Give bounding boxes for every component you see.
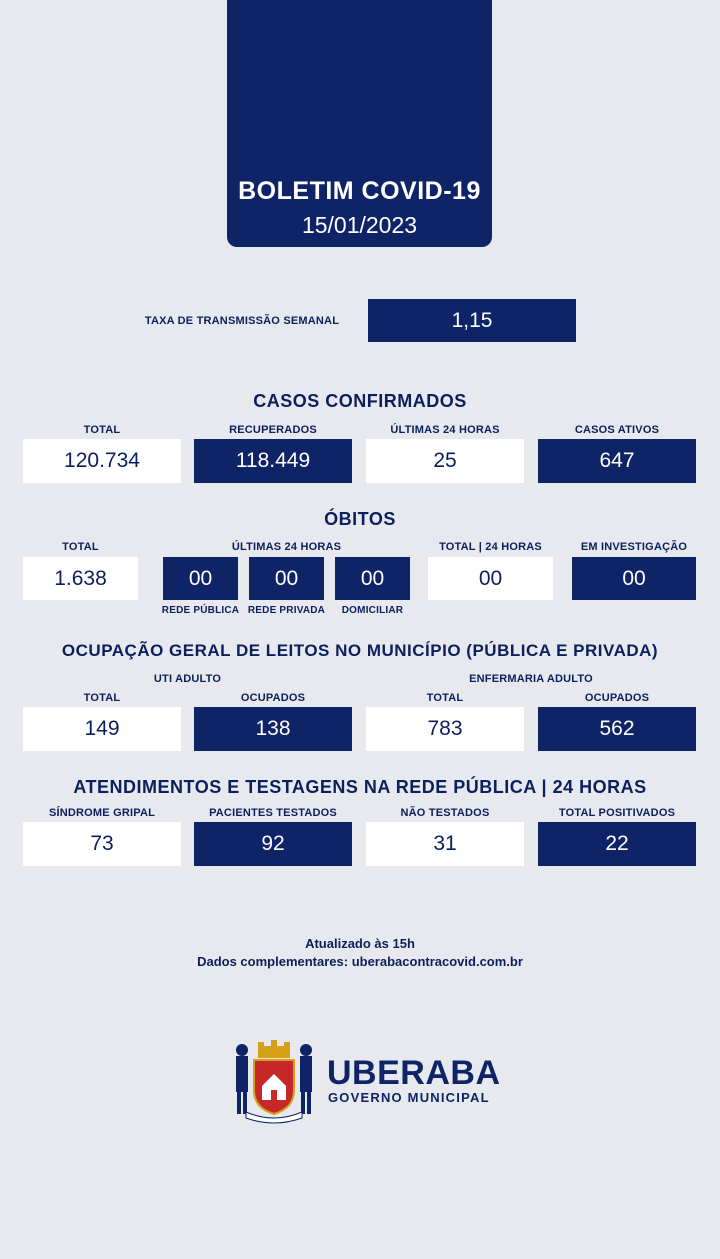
beds-uti-total-label: TOTAL xyxy=(83,692,121,704)
deaths-private-value: 00 xyxy=(249,557,324,600)
beds-ward-total-label: TOTAL xyxy=(426,692,464,704)
tests-title: ATENDIMENTOS E TESTAGENS NA REDE PÚBLICA | 24 HORAS xyxy=(73,777,647,797)
tests-flu-label: SÍNDROME GRIPAL xyxy=(48,807,156,819)
cases-last24-label: ÚLTIMAS 24 HORAS xyxy=(390,424,500,436)
tests-tested-label: PACIENTES TESTADOS xyxy=(209,807,337,819)
more-info-text: Dados complementares: uberabacontracovid.com.br xyxy=(197,954,523,969)
updated-text: Atualizado às 15h xyxy=(305,936,415,951)
deaths-last24-label: ÚLTIMAS 24 HORAS xyxy=(231,541,342,553)
tests-positive-label: TOTAL POSITIVADOS xyxy=(558,807,676,819)
deaths-home-label: DOMICILIAR xyxy=(341,605,404,616)
tests-untested-value: 31 xyxy=(366,822,524,866)
logo-name: UBERABA xyxy=(327,1054,501,1092)
transmission-value: 1,15 xyxy=(368,299,576,342)
cases-title: CASOS CONFIRMADOS xyxy=(253,391,467,411)
deaths-investigation-label: EM INVESTIGAÇÃO xyxy=(580,541,688,553)
header-banner xyxy=(227,0,492,247)
tests-untested-label: NÃO TESTADOS xyxy=(400,807,490,819)
cases-recovered-label: RECUPERADOS xyxy=(229,424,317,436)
cases-total-label: TOTAL xyxy=(83,424,121,436)
bulletin-date: 15/01/2023 xyxy=(301,212,418,238)
deaths-total24-value: 00 xyxy=(428,557,553,600)
cases-last24-value: 25 xyxy=(366,439,524,483)
tests-positive-value: 22 xyxy=(538,822,696,866)
cases-recovered-value: 118.449 xyxy=(194,439,352,483)
deaths-total-value: 1.638 xyxy=(23,557,138,600)
cases-active-label: CASOS ATIVOS xyxy=(574,424,660,436)
deaths-public-value: 00 xyxy=(163,557,238,600)
beds-ward-total-value: 783 xyxy=(366,707,524,751)
beds-ward-occupied-label: OCUPADOS xyxy=(584,692,650,704)
deaths-home-value: 00 xyxy=(335,557,410,600)
logo-subtitle: GOVERNO MUNICIPAL xyxy=(328,1090,490,1105)
beds-uti-occupied-value: 138 xyxy=(194,707,352,751)
transmission-label: TAXA DE TRANSMISSÃO SEMANAL xyxy=(144,315,340,327)
beds-title: OCUPAÇÃO GERAL DE LEITOS NO MUNICÍPIO (PÚBLICA E PRIVADA) xyxy=(61,641,659,660)
deaths-total24-label: TOTAL | 24 HORAS xyxy=(439,541,542,553)
beds-uti-label: UTI ADULTO xyxy=(153,673,222,685)
deaths-title: ÓBITOS xyxy=(324,509,396,529)
tests-tested-value: 92 xyxy=(194,822,352,866)
bulletin-title: BOLETIM COVID-19 xyxy=(238,177,481,205)
deaths-investigation-value: 00 xyxy=(572,557,696,600)
beds-uti-occupied-label: OCUPADOS xyxy=(240,692,306,704)
deaths-public-label: REDE PÚBLICA xyxy=(161,605,240,616)
cases-active-value: 647 xyxy=(538,439,696,483)
cases-total-value: 120.734 xyxy=(23,439,181,483)
tests-flu-value: 73 xyxy=(23,822,181,866)
coat-of-arms-icon xyxy=(228,1038,320,1124)
beds-ward-label: ENFERMARIA ADULTO xyxy=(469,673,593,685)
beds-uti-total-value: 149 xyxy=(23,707,181,751)
deaths-private-label: REDE PRIVADA xyxy=(247,605,326,616)
beds-ward-occupied-value: 562 xyxy=(538,707,696,751)
deaths-total-label: TOTAL xyxy=(62,541,99,553)
